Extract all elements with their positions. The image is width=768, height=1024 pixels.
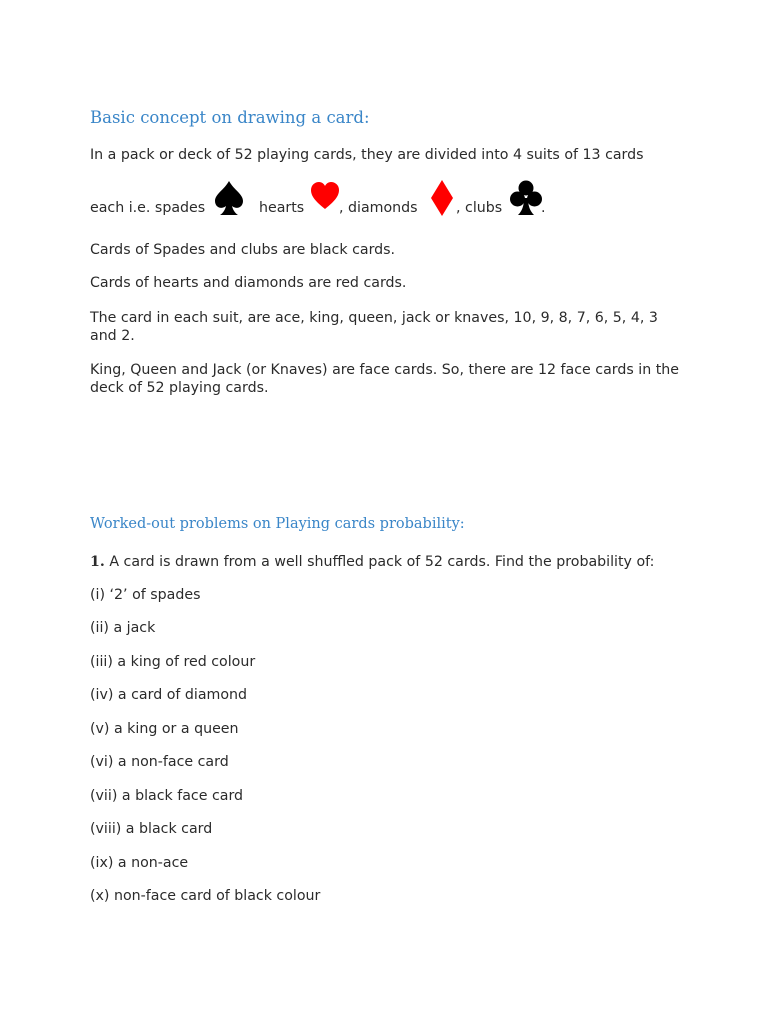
- list-item: (ii) a jack: [90, 620, 156, 636]
- heart-icon: [310, 182, 340, 210]
- red-cards-text: Cards of hearts and diamonds are red cards.: [90, 275, 407, 291]
- clubs-label: , clubs: [456, 200, 503, 216]
- list-item: (iii) a king of red colour: [90, 654, 256, 670]
- list-item: (iv) a card of diamond: [90, 687, 248, 703]
- black-cards-text: Cards of Spades and clubs are black cards.: [90, 242, 396, 258]
- suits-prefix: each i.e. spades: [90, 200, 206, 216]
- suits-end: .: [541, 200, 546, 216]
- suits-line: [90, 176, 690, 216]
- problem-text: A card is drawn from a well shuffled pack of 52 cards. Find the probability of:: [104, 554, 655, 570]
- club-icon: [510, 180, 542, 216]
- face-cards-text: King, Queen and Jack (or Knaves) are face cards. So, there are 12 face cards in the deck of 52 playing cards.: [90, 362, 679, 396]
- list-item: (v) a king or a queen: [90, 721, 239, 737]
- intro-paragraph: In a pack or deck of 52 playing cards, they are divided into 4 suits of 13 cards: [90, 147, 644, 163]
- list-item: (vi) a non-face card: [90, 754, 229, 770]
- hearts-label: hearts: [259, 200, 305, 216]
- list-item: (viii) a black card: [90, 821, 213, 837]
- list-item: (vii) a black face card: [90, 788, 244, 804]
- problem-number: 1.: [90, 554, 105, 570]
- spade-icon: [214, 180, 244, 216]
- list-item: (x) non-face card of black colour: [90, 888, 321, 904]
- problem-statement: [90, 553, 682, 571]
- ranks-text: The card in each suit, are ace, king, queen, jack or knaves, 10, 9, 8, 7, 6, 5, 4, 3 and 2.: [90, 310, 658, 344]
- section-heading: Basic concept on drawing a card:: [90, 108, 370, 127]
- diamond-icon: [430, 180, 454, 216]
- diamonds-label: , diamonds: [339, 200, 418, 216]
- list-item: (ix) a non-ace: [90, 855, 189, 871]
- worked-problems-heading: Worked-out problems on Playing cards probability:: [90, 516, 465, 532]
- list-item: (i) ‘2’ of spades: [90, 587, 201, 603]
